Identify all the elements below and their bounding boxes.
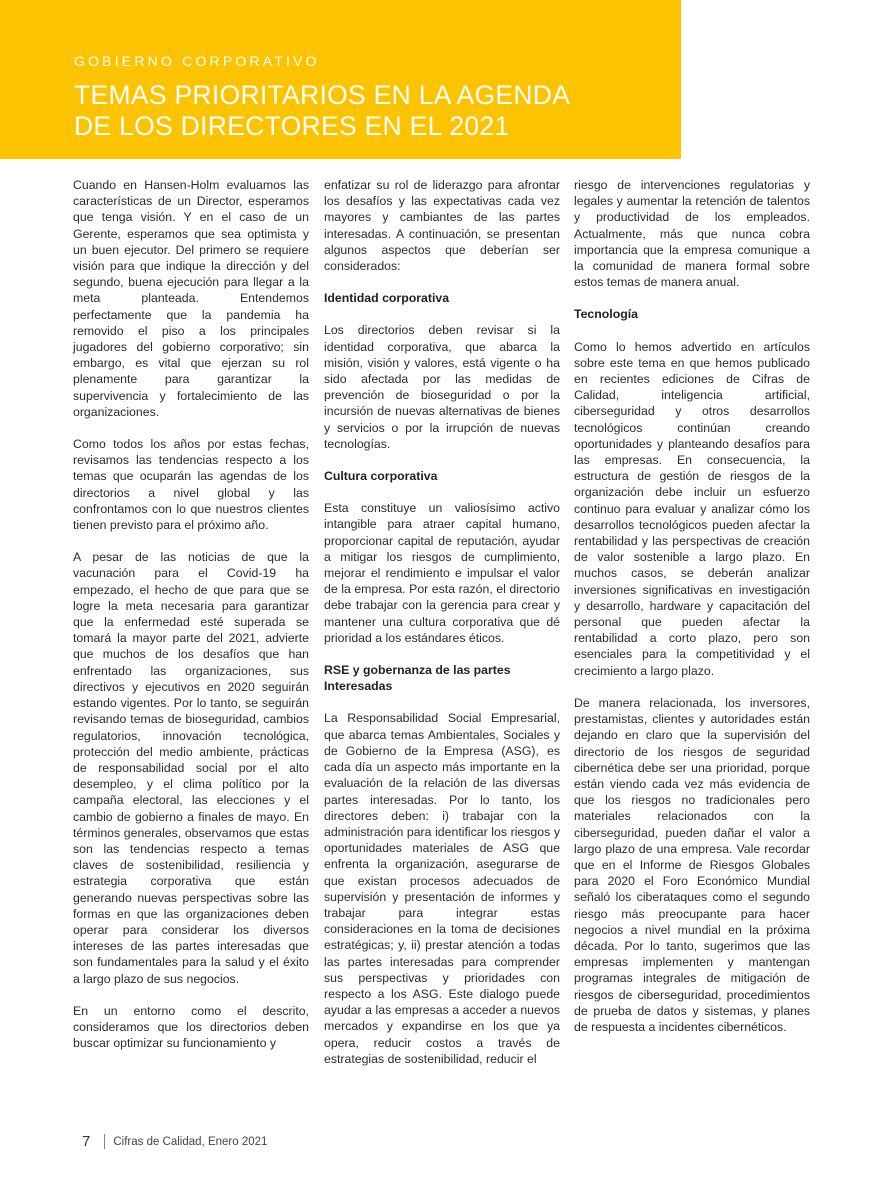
paragraph: En un entorno como el descrito, consideramos que los directorios deben buscar optimizar su funcionamiento y [73, 1003, 309, 1051]
paragraph: Como todos los años por estas fechas, revisamos las tendencias respecto a los temas que ocuparán las agendas de los directorios a nivel global y las confrontamos con lo que nuestros clientes tienen previsto para el próximo año. [73, 437, 309, 533]
paragraph: riesgo de intervenciones regulatorias y legales y aumentar la retención de talentos y productividad de los empleados. Actualmente, más que nunca cobra importancia que la empresa comunique a la comunidad de manera formal sobre estos temas de manera anual. [574, 178, 810, 290]
column-1 [73, 177, 309, 1067]
paragraph: A pesar de las noticias de que la vacunación para el Covid-19 ha empezado, el hecho de que para que se logre la meta necesaria para garantizar que la enfermedad esté superada se tomará la mayor parte del 2021, advierte que muchos de los desafíos que han enfrentado las organizaciones, sus directivos y ejecutivos en 2020 seguirán estando vigentes. Por lo tanto, se seguirán revisando temas de bioseguridad, cambios regulatorios, innovación tecnológica, protección del medio ambiente, prácticas de responsabilidad social por el alto desempleo, y el clima político por la campaña electoral, las elecciones y el cambio de gobierno a finales de mayo. En términos generales, observamos que estas son las tendencias respecto a temas claves de sostenibilidad, resiliencia y estrategia corporativa que están generando nuevas perspectivas sobre las formas en que las organizaciones deben operar para considerar los diversos intereses de las partes interesadas que son fundamentales para la salud y el éxito a largo plazo de sus negocios. [73, 550, 309, 986]
footer-divider [104, 1134, 105, 1149]
paragraph: La Responsabilidad Social Empresarial, que abarca temas Ambientales, Sociales y de Gobierno de la Empresa (ASG), es cada día un aspecto más importante en la evaluación de la relación de las diversas partes interesadas. Por lo tanto, los directores deben: i) trabajar con la administración para identificar los riesgos y oportunidades materiales de ASG que enfrenta la organización, asegurarse de que existan procesos adecuados de supervisión y presentación de informes y trabajar para integrar estas consideraciones en la toma de decisiones estratégicas; y, ii) prestar atención a todas las partes interesadas para comprender sus perspectivas y prioridades con respecto a los ASG. Este dialogo puede ayudar a las empresas a acceder a nuevos mercados y expandirse en los que ya opera, reducir costos a través de estrategias de sostenibilidad, reducir el [324, 711, 560, 1066]
subheading-cultura: Cultura corporativa [324, 469, 438, 484]
column-3 [574, 177, 810, 1051]
subheading-identidad: Identidad corporativa [324, 291, 450, 306]
publication-name: Cifras de Calidad, Enero 2021 [113, 1135, 268, 1148]
page-footer [82, 1133, 267, 1150]
section-label: GOBIERNO CORPORATIVO [74, 53, 320, 69]
title-line-2: DE LOS DIRECTORES EN EL 2021 [74, 111, 510, 141]
paragraph: Esta constituye un valiosísimo activo intangible para atraer capital humano, proporcionar capital de reputación, ayudar a mitigar los riesgos de cumplimiento, mejorar el rendimiento e impulsar el valor de la empresa. Por esta razón, el directorio debe trabajar con la gerencia para crear y mantener una cultura corporativa que dé prioridad a los estándares éticos. [324, 501, 560, 645]
paragraph: De manera relacionada, los inversores, prestamistas, clientes y autoridades están dejando en claro que la supervisión del directorio de los riesgos de seguridad cibernética debe ser una prioridad, porque están viendo cada vez más evidencia de que los riesgos no tradicionales pero materiales relacionados con la ciberseguridad, pueden dañar el valor a largo plazo de una empresa. Vale recordar que en el Informe de Riesgos Globales para 2020 el Foro Económico Mundial señaló los ciberataques como el segundo riesgo más preocupante para hacer negocios a nivel mundial en la próxima década. Por lo tanto, sugerimos que las empresas implementen y mantengan programas integrales de mitigación de riesgos de ciberseguridad, procedimientos de prueba de datos y sistemas, y planes de respuesta a incidentes cibernéticos. [574, 695, 810, 1034]
title-line-1: TEMAS PRIORITARIOS EN LA AGENDA [74, 80, 571, 110]
subheading-tecnologia: Tecnología [574, 307, 638, 322]
paragraph: Como lo hemos advertido en artículos sobre este tema en que hemos publicado en recientes ediciones de Cifras de Calidad, inteligencia artificial, ciberseguridad y otros desarrollos tecnológicos continúan creando oportunidades y planteando desafíos para las empresas. En consecuencia, la estructura de gestión de riesgos de la organización debe incluir un esfuerzo continuo para evaluar y analizar cómo los desarrollos tecnológicos pueden afectar la rentabilidad y las perspectivas de creación de valor sostenible a largo plazo. En muchos casos, se deberán analizar inversiones significativas en investigación y desarrollo, hardware y capacitación del personal que pueden afectar la rentabilidad a corto plazo, pero son esenciales para la competitividad y el crecimiento a largo plazo. [574, 339, 810, 678]
paragraph: enfatizar su rol de liderazgo para afrontar los desafíos y las expectativas cada vez mayores y cambiantes de las partes interesadas. A continuación, se presentan algunos aspectos que deberían ser considerados: [324, 178, 560, 274]
header-band [0, 0, 681, 159]
paragraph: Los directorios deben revisar si la identidad corporativa, que abarca la misión, visión y valores, está vigente o ha sido afectada por las medidas de prevención de bioseguridad o por la incursión de nuevas alternativas de bienes y servicios o por la irrupción de nuevas tecnologías. [324, 323, 560, 451]
page-title [74, 80, 570, 142]
page-number: 7 [82, 1133, 91, 1150]
column-2 [324, 177, 560, 1083]
subheading-rse: RSE y gobernanza de las partes Interesadas [324, 663, 511, 694]
paragraph: Cuando en Hansen-Holm evaluamos las características de un Director, esperamos que tenga visión. Y en el caso de un Gerente, esperamos que sea optimista y un buen ejecutor. Del primero se requiere visión para que indique la dirección y del segundo, buena ejecución para llegar a la meta planteada. Entendemos perfectamente que la pandemia ha removido el piso a los principales jugadores del gobierno corporativo; sin embargo, es vital que ejerzan su rol plenamente para garantizar la supervivencia y fortalecimiento de las organizaciones. [73, 178, 309, 419]
